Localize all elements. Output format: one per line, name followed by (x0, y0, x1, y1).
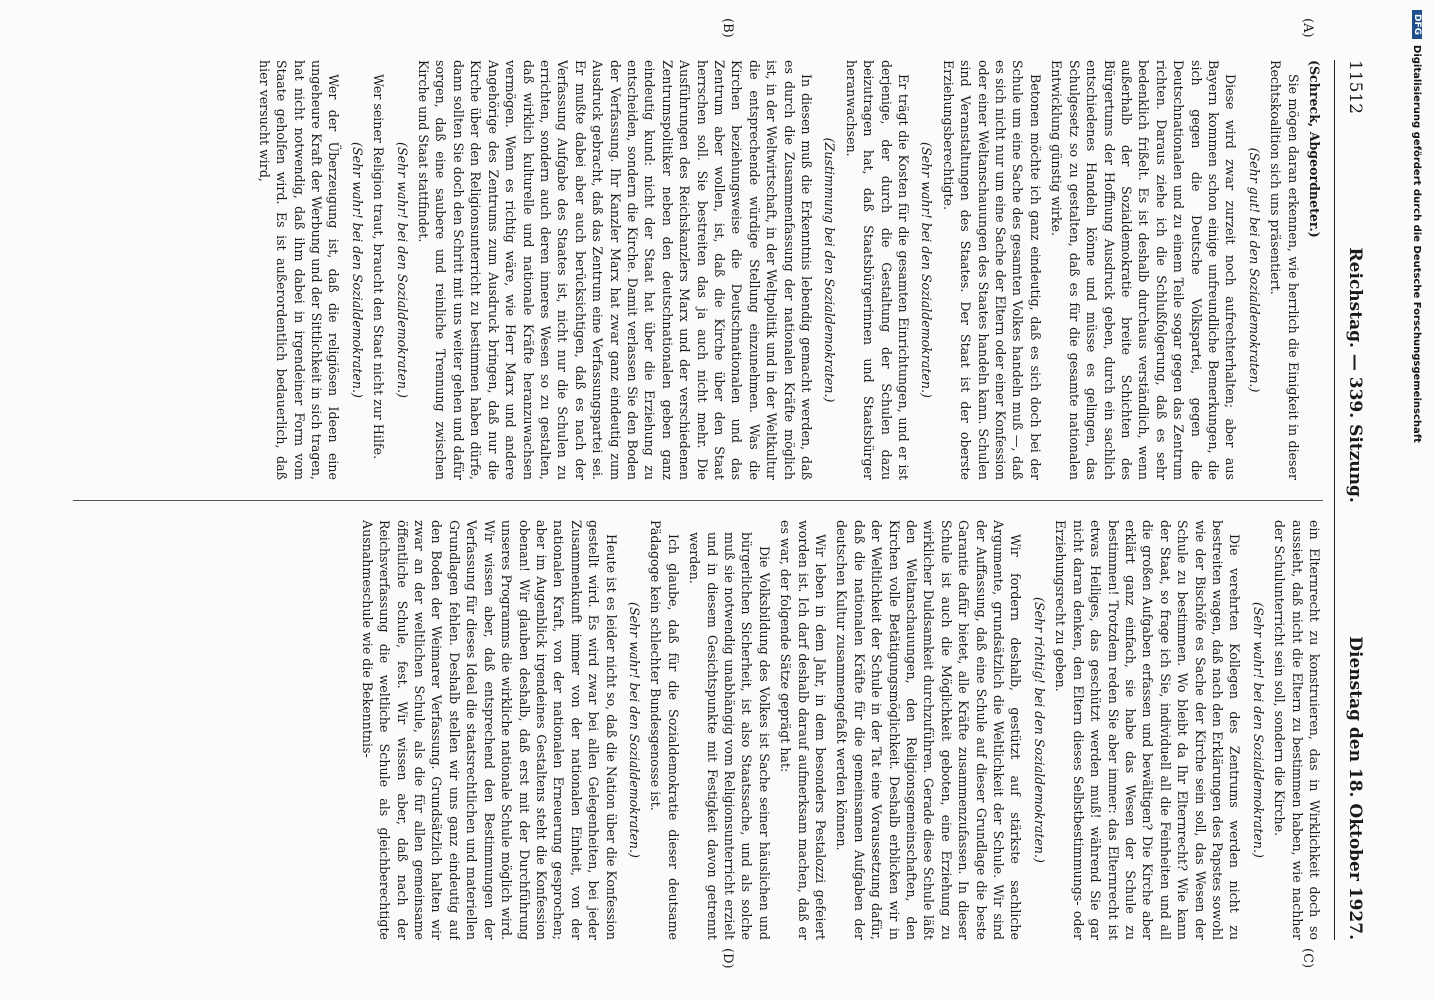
paragraph: In diesen muß die Erkenntnis lebendig gemacht werden, daß es durch die Zusammenfassung der nationalen Kräfte möglich ist, in der Weltwirtschaft, in der Weltpolitik und in der Weltkultur die entsprechende würdige Stellung einzunehmen. Was die Kirchen beziehungsweise die Deutschnationalen und das Zentrum aber wollen, ist, daß die Kirche über den Staat herrschen soll. Sie bestreiten das ja auch nicht mehr. Die Ausführungen des Reichskanzlers Marx und der verschiedenen Zentrumspolitiker neben den deutschnationalen geben ganz eindeutig kund: nicht der Staat hat über die Erziehung zu entscheiden, sondern die Kirche. Damit verlassen Sie den Boden der Verfassung. Ihr Kanzler Marx hat zwar ganz eindeutig zum Ausdruck gebracht, daß das Zentrum eine Verfassungspartei sei. Er mußte dabei aber auch berücksichtigen, daß es nach der Verfassung Aufgabe des Staates ist, nicht nur die Schulen zu errichten, sondern auch deren inneres Wesen so zu gestalten, daß wirklich kulturelle und nationale Kräfte heranzuwachsen vermögen. Wenn es richtig wäre, wie Herr Marx und andere Angehörige des Zentrums zum Ausdruck bringen, daß nur die Kirche über den Religionsunterricht zu bestimmen haben dürfe, dann sollten Sie doch den Schritt mit uns weiter gehen und dafür sorgen, daß eine saubere und reinliche Trennung zwischen Kirche und Staat stattfindet. (416, 60, 815, 480)
paragraph: Wer seiner Religion traut, braucht den Staat nicht zur Hilfe. (371, 74, 387, 460)
column-divider (73, 500, 1323, 501)
document-page (45, 18, 1375, 969)
session-title: Reichstag. — 339. Sitzung. (1345, 247, 1365, 503)
paragraph: Diese wird zwar zurzeit noch aufrechterhalten; aber aus Bayern kommen schon einige unfreundliche Bemerkungen, die sich gegen die Deutsche Volkspartei, gegen die Deutschnationalen und zu einem Teile sogar gegen das Zentrum richten. Daraus ziehe ich die Schlußfolgerung, daß es sehr bedenklich frißelt. Es ist deshalb durchaus verständlich, wenn außerhalb der Sozialdemokratie breite Schichten des Bürgertums der Hoffnung Ausdruck geben, durch ein sachlich entschiedenes Handeln könne und müsse es gelingen, das Schulgesetz so zu gestalten, daß es für die gesamte nationalen Entwicklung günstig wirke. (1049, 60, 1239, 480)
digitization-credit (1409, 10, 1425, 990)
interjection: (Sehr wahr! bei den Sozialdemokraten.) (1250, 602, 1266, 858)
paragraph: Wer der Überzeugung ist, daß die religiösen Ideen eine ungeheure Kraft der Werbung und der Sittlichkeit in sich tragen, hat nicht notwendig, daß ihm dabei in irgendeiner Form vom Staate geholfen wird. Es ist außerordentlich bedauerlich, daß hier versucht wird, (256, 60, 342, 480)
paragraph: Wir fordern deshalb, gestützt auf stärkste sachliche Argumente, grundsätzlich die Weltlichkeit der Schule. Wir sind der Auffassung, daß eine Schule auf dieser Grundlage die beste Garantie dafür bietet, alle Kräfte zusammenzufassen. In dieser Schule ist auch die Möglichkeit geboten, eine Erziehung zu wirklicher Duldsamkeit durchzuführen. Gerade diese Schule läßt den Weltanschauungen, den Religionsgemeinschaften, den Kirchen volle Betätigungsmöglichkeit. Deshalb erblicken wir in der Weltlichkeit der Schule in der Tat eine Voraussetzung dafür, daß die nationalen Kräfte für die gemeinsamen Aufgaben der deutschen Kultur zusammengefaßt werden können. (834, 520, 1024, 940)
interjection: (Sehr wahr! bei den Sozialdemokraten.) (349, 142, 365, 398)
paragraph: ein Elternrecht zu konstruieren, das in Wirklichkeit doch so aussieht, daß nicht die Eltern zu bestimmen haben, wie nachher der Schulunterricht sein soll, sondern die Kirche. (1272, 520, 1322, 940)
quotation: Die Volksbildung des Volkes ist Sache seiner häuslichen und bürgerlichen Sicherheit, ist also Staatssache, und als solche muß sie notwendig unabhängig vom Religionsunterricht erzielt und in diesem Gesichtspunkte mit Festigkeit davon getrennt werden. (687, 532, 772, 940)
paragraph: Ich glaube, daß für die Sozialdemokratie dieser deutsame Pädagoge kein schlechter Bundesgenosse ist. (648, 520, 681, 940)
page-header (1334, 60, 1375, 940)
interjection: (Sehr wahr! bei den Sozialdemokraten.) (626, 602, 642, 858)
interjection: (Sehr wahr! bei den Sozialdemokraten.) (919, 142, 935, 398)
speaker-label: (Schreck, Abgeordneter.) (1307, 60, 1322, 238)
paragraph: Sie mögen daran erkennen, wie herrlich die Einigkeit in dieser Rechtskoalition sich uns präsentiert. (1268, 60, 1301, 480)
session-date: Dienstag den 18. Oktober 1927. (1345, 636, 1365, 940)
paragraph: Wir leben in dem Jahr, in dem besonders Pestalozzi gefeiert worden ist. Ich darf deshalb darauf aufmerksam machen, daß er es war, der folgende Sätze geprägt hat: (778, 520, 829, 940)
paragraph: Betonen möchte ich ganz eindeutig, daß es sich doch bei der Schule um eine Sache des gesamten Volkes handeln muß —, daß es sich nicht nur um eine Sache der Eltern oder einer Konfession oder einer Weltanschauungen des Staates handeln kann. Schulen sind Veranstaltungen des Staates. Der Staat ist der oberste Erziehungsberechtigte. (940, 60, 1043, 480)
dfg-logo: DFG (1412, 10, 1422, 39)
interjection: (Zustimmung bei den Sozialdemokraten.) (822, 137, 838, 403)
margin-mark-b: (B) (720, 18, 735, 38)
interjection: (Sehr gut! bei den Sozialdemokraten.) (1246, 147, 1262, 393)
credit-text: Digitalisierung gefördert durch die Deutsche Forschungsgemeinschaft (1411, 45, 1423, 443)
right-column (73, 520, 1323, 940)
margin-mark-d: (D) (720, 948, 735, 969)
interjection: (Sehr wahr! bei den Sozialdemokraten.) (394, 142, 410, 398)
paragraph: Heute ist es leider nicht so, daß die Nation über die Konfession gestellt wird. Es wird zwar bei allen Gelegenheiten, bei jeder Zusammenkunft immer von der nationalen Einheit, von der nationalen Kraft, von der nationalen Erneuerung gesprochen; aber im Augenblick irgendeines Gestaltens steht die Konfession obenan! Wir glauben deshalb, daß erst mit der Durchführung unseres Programms die wirkliche nationale Schule möglich wird. Wir wissen aber, daß entsprechend den Bestimmungen der Verfassung für dieses Ideal die staatsrechtlichen und materiellen Grundlagen fehlen. Deshalb stellen wir uns ganz eindeutig auf den Boden der Weimarer Verfassung. Grundsätzlich halten wir zwar an der weltlichen Schule, als die für allen gemeinsame öffentliche Schule, fest. Wir wissen aber, daß nach der Reichsverfassung die weltliche Schule als gleichberechtigte Ausnahmeschule wie die Bekenntnis- (359, 520, 619, 940)
page-number: 11512 (1345, 60, 1365, 115)
interjection: (Sehr richtig! bei den Sozialdemokraten.) (1031, 597, 1047, 863)
paragraph: Die verehrten Kollegen des Zentrums werden nicht zu bestreiten wagen, daß nach den Erklärungen des Papstes sowohl wie der Bischöfe es Sache der Kirche sein soll, das Wesen der Schule zu bestimmen. Wo bleibt da Ihr Elternrecht? Wie kann der Staat, so frage ich Sie, individuell all die Feinheiten und all die großen Aufgaben erfassen und bewältigen? Die Kirche aber erklärt ganz einfach, sie habe das Wesen der Schule zu bestimmen! Trotzdem reden Sie aber immer: das Elternrecht ist etwas Heiliges, das geschützt werden muß! während Sie gar nicht daran denken, den Eltern dieses Selbstbestimmungs- oder Erziehungsrecht zu geben. (1053, 520, 1243, 940)
left-column (73, 60, 1323, 480)
paragraph: Er trägt die Kosten für die gesamten Einrichtungen, und er ist derjenige, der durch die Gestaltung der Schulen dazu beizutragen hat, daß Staatsbürgerinnen und Staatsbürger heranwachsen. (843, 60, 912, 480)
margin-mark-c: (C) (1300, 948, 1315, 969)
margin-mark-a: (A) (1300, 18, 1315, 38)
